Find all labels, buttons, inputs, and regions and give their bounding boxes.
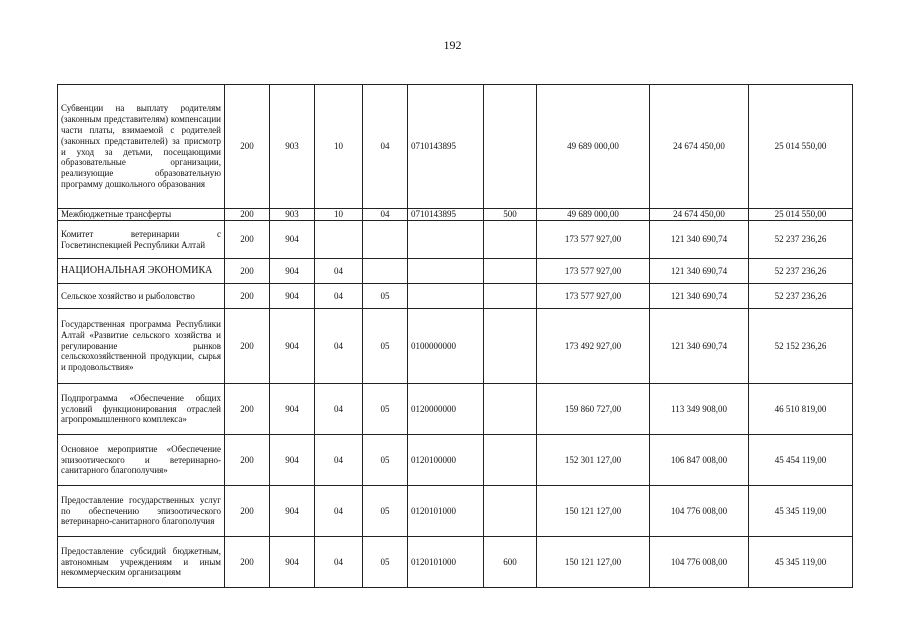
table-row <box>58 259 853 284</box>
row-amount-1: 159 860 727,00 <box>537 384 650 435</box>
row-name: Субвенции на выплату родителям (законным представителям) компенсации части платы, взимаемой с родителей (законных представителей) за присмотр и уход за детьми, посещающими образовательные организации, реализующие образовательную программу дошкольного образования <box>58 85 225 209</box>
row-amount-1: 49 689 000,00 <box>537 209 650 221</box>
row-amount-2: 104 776 008,00 <box>650 537 749 588</box>
row-ministry-code: 904 <box>270 384 315 435</box>
row-expense-type <box>484 384 537 435</box>
row-subsection: 05 <box>363 384 408 435</box>
row-target-article: 0710143895 <box>408 85 484 209</box>
row-ministry-code: 904 <box>270 309 315 384</box>
row-subsection: 05 <box>363 435 408 486</box>
row-amount-2: 121 340 690,74 <box>650 221 749 259</box>
row-expense-type <box>484 309 537 384</box>
row-target-article: 0710143895 <box>408 209 484 221</box>
row-target-article <box>408 259 484 284</box>
row-ministry-code: 904 <box>270 537 315 588</box>
row-name: Предоставление субсидий бюджетным, автономным учреждениям и иным некоммерческим организациям <box>58 537 225 588</box>
row-subsection: 05 <box>363 309 408 384</box>
row-section: 04 <box>315 486 363 537</box>
row-subsection: 05 <box>363 486 408 537</box>
row-name: Предоставление государственных услуг по обеспечению эпизоотического ветеринарно-санитарного благополучия <box>58 486 225 537</box>
row-name: Комитет ветеринарии с Госветинспекцией Республики Алтай <box>58 221 225 259</box>
row-target-article: 0120101000 <box>408 537 484 588</box>
row-expense-type <box>484 259 537 284</box>
row-subsection <box>363 221 408 259</box>
row-amount-1: 49 689 000,00 <box>537 85 650 209</box>
row-amount-2: 113 349 908,00 <box>650 384 749 435</box>
row-amount-3: 45 345 119,00 <box>749 486 853 537</box>
row-subsection: 05 <box>363 537 408 588</box>
row-amount-3: 45 345 119,00 <box>749 537 853 588</box>
row-section <box>315 221 363 259</box>
row-amount-3: 25 014 550,00 <box>749 85 853 209</box>
row-amount-2: 121 340 690,74 <box>650 309 749 384</box>
row-amount-1: 150 121 127,00 <box>537 486 650 537</box>
row-section: 04 <box>315 284 363 309</box>
row-amount-1: 173 577 927,00 <box>537 221 650 259</box>
row-subsection <box>363 259 408 284</box>
row-ministry-code: 904 <box>270 259 315 284</box>
row-target-article: 0120101000 <box>408 486 484 537</box>
row-admin-code: 200 <box>225 85 270 209</box>
row-amount-3: 46 510 819,00 <box>749 384 853 435</box>
row-section: 04 <box>315 384 363 435</box>
row-ministry-code: 903 <box>270 209 315 221</box>
row-name: Основное мероприятие «Обеспечение эпизоотического и ветеринарно-санитарного благополучия» <box>58 435 225 486</box>
row-amount-2: 24 674 450,00 <box>650 209 749 221</box>
row-admin-code: 200 <box>225 221 270 259</box>
row-amount-2: 106 847 008,00 <box>650 435 749 486</box>
row-amount-2: 121 340 690,74 <box>650 284 749 309</box>
row-admin-code: 200 <box>225 309 270 384</box>
row-target-article: 0100000000 <box>408 309 484 384</box>
row-subsection: 04 <box>363 85 408 209</box>
row-expense-type: 500 <box>484 209 537 221</box>
table-row <box>58 309 853 384</box>
row-ministry-code: 904 <box>270 221 315 259</box>
table-row <box>58 209 853 221</box>
row-amount-2: 121 340 690,74 <box>650 259 749 284</box>
row-section: 04 <box>315 435 363 486</box>
row-amount-1: 150 121 127,00 <box>537 537 650 588</box>
row-section: 10 <box>315 85 363 209</box>
table-row <box>58 221 853 259</box>
table-row <box>58 486 853 537</box>
table-row <box>58 537 853 588</box>
row-target-article: 0120100000 <box>408 435 484 486</box>
row-section: 10 <box>315 209 363 221</box>
row-name: НАЦИОНАЛЬНАЯ ЭКОНОМИКА <box>58 259 225 284</box>
row-name: Межбюджетные трансферты <box>58 209 225 221</box>
row-amount-3: 52 237 236,26 <box>749 284 853 309</box>
row-expense-type <box>484 221 537 259</box>
row-target-article: 0120000000 <box>408 384 484 435</box>
row-section: 04 <box>315 309 363 384</box>
row-admin-code: 200 <box>225 259 270 284</box>
row-admin-code: 200 <box>225 537 270 588</box>
row-expense-type <box>484 486 537 537</box>
row-expense-type: 600 <box>484 537 537 588</box>
table-body <box>58 85 853 588</box>
table-row <box>58 384 853 435</box>
row-expense-type <box>484 435 537 486</box>
row-section: 04 <box>315 537 363 588</box>
row-target-article <box>408 221 484 259</box>
row-name: Сельское хозяйство и рыболовство <box>58 284 225 309</box>
row-amount-3: 25 014 550,00 <box>749 209 853 221</box>
row-amount-1: 173 492 927,00 <box>537 309 650 384</box>
table-row <box>58 435 853 486</box>
row-admin-code: 200 <box>225 284 270 309</box>
budget-table <box>57 84 853 588</box>
row-amount-3: 45 454 119,00 <box>749 435 853 486</box>
row-amount-1: 173 577 927,00 <box>537 259 650 284</box>
row-subsection: 04 <box>363 209 408 221</box>
row-amount-2: 104 776 008,00 <box>650 486 749 537</box>
row-amount-1: 173 577 927,00 <box>537 284 650 309</box>
page-number: 192 <box>443 38 462 52</box>
row-admin-code: 200 <box>225 435 270 486</box>
row-amount-3: 52 152 236,26 <box>749 309 853 384</box>
row-name: Государственная программа Республики Алтай «Развитие сельского хозяйства и регулирование рынков сельскохозяйственной продукции, сырья и продовольствия» <box>58 309 225 384</box>
row-amount-3: 52 237 236,26 <box>749 221 853 259</box>
row-amount-1: 152 301 127,00 <box>537 435 650 486</box>
row-ministry-code: 904 <box>270 435 315 486</box>
row-amount-3: 52 237 236,26 <box>749 259 853 284</box>
row-subsection: 05 <box>363 284 408 309</box>
row-target-article <box>408 284 484 309</box>
row-expense-type <box>484 85 537 209</box>
row-admin-code: 200 <box>225 486 270 537</box>
table-row <box>58 284 853 309</box>
table-row <box>58 85 853 209</box>
row-ministry-code: 903 <box>270 85 315 209</box>
row-admin-code: 200 <box>225 209 270 221</box>
row-section: 04 <box>315 259 363 284</box>
row-ministry-code: 904 <box>270 284 315 309</box>
row-amount-2: 24 674 450,00 <box>650 85 749 209</box>
row-admin-code: 200 <box>225 384 270 435</box>
row-expense-type <box>484 284 537 309</box>
row-ministry-code: 904 <box>270 486 315 537</box>
row-name: Подпрограмма «Обеспечение общих условий функционирования отраслей агропромышленного комплекса» <box>58 384 225 435</box>
